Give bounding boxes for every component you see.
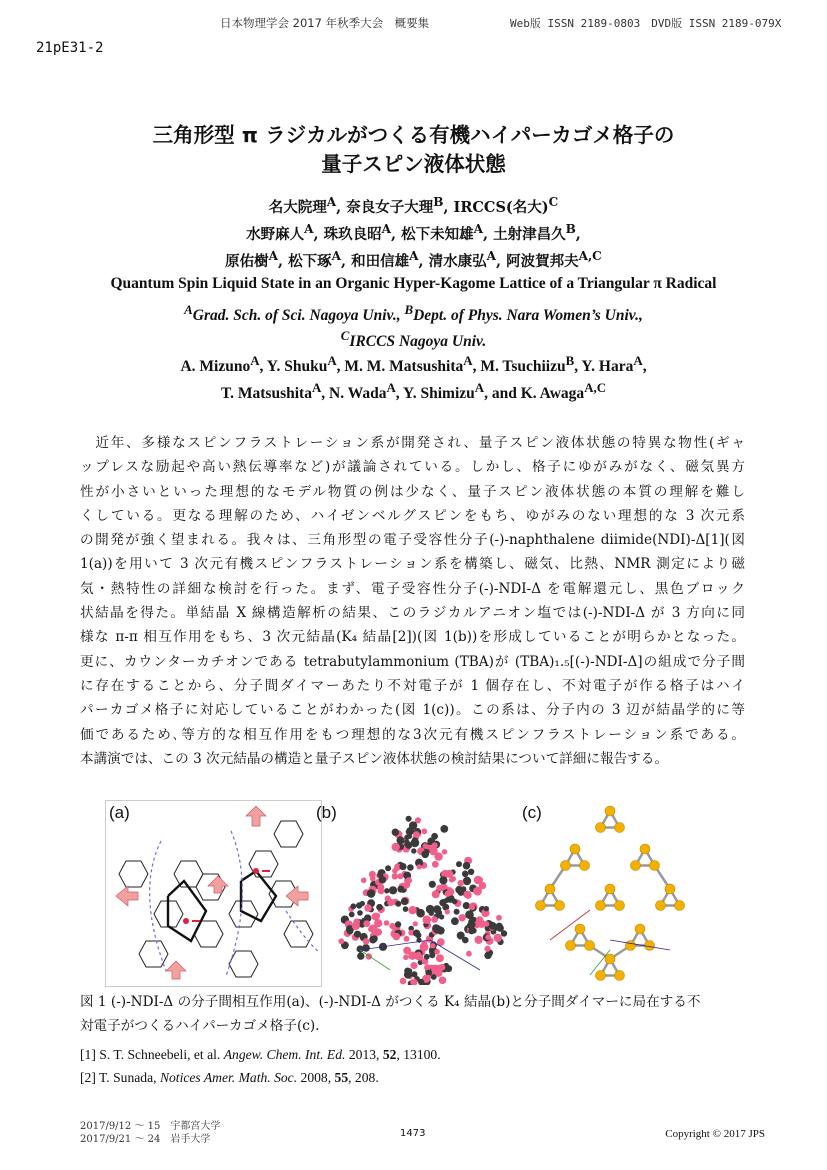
crystal-atom	[494, 934, 502, 942]
crystal-atom	[387, 899, 394, 906]
title-jp-line1: 三角形型 π ラジカルがつくる有機ハイパーカゴメ格子の	[152, 123, 675, 147]
crystal-atom	[409, 821, 417, 829]
crystal-atom	[357, 910, 363, 916]
crystal-atom	[461, 886, 467, 892]
conference-dates: 2017/9/12 ～ 15 宇都宮大学 2017/9/21 ～ 24 岩手大学	[80, 1121, 221, 1145]
crystal-atom	[369, 936, 377, 944]
crystal-atom	[468, 927, 475, 934]
crystal-atom	[379, 876, 387, 884]
crystal-atom	[399, 863, 406, 870]
crystal-atom	[484, 952, 491, 959]
lattice-site	[605, 884, 615, 894]
crystal-atom	[423, 843, 428, 848]
crystal-atom	[485, 934, 491, 940]
crystal-atom	[411, 971, 417, 977]
crystal-atom	[501, 930, 507, 936]
body-line: くしている。更なる理解のため、ハイゼンベルグスピンをもち、ゆがみのない理想的な 3 次元系	[80, 507, 745, 524]
lattice-site	[631, 861, 641, 871]
crystal-atom	[468, 869, 474, 875]
authors-jp-line2: 原佑樹$^A$, 松下琢$^A$, 和田信雄$^A$, 清水康弘$^A$, 阿波賀邦夫$^{A,C}$	[225, 249, 602, 270]
crystal-atom	[436, 885, 443, 892]
crystal-atom	[417, 864, 422, 869]
body-line: 本講演では、この 3 次元結晶の構造と量子スピン液体状態の検討結果について詳細に報告する。	[80, 750, 668, 767]
authors-en-line1: A. Mizuno$^A$, Y. Shuku$^A$, M. M. Matsushita$^A$, M. Tsuchiizu$^B$, Y. Hara$^A$,	[180, 353, 647, 376]
crystal-atom	[395, 921, 401, 927]
crystal-atom	[421, 828, 427, 834]
crystal-atom	[425, 975, 431, 981]
lattice-site	[555, 901, 565, 911]
crystal-atom	[423, 915, 432, 924]
crystal-atom	[459, 914, 466, 921]
crystal-atom	[457, 932, 465, 940]
crystal-atom	[463, 862, 471, 870]
crystal-atom	[400, 978, 407, 985]
body-line: の開発が強く望まれる。我々は、三角形型の電子受容性分子(-)-naphthalene diimide(NDI)-Δ[1](図	[80, 532, 745, 549]
crystal-atom	[484, 946, 490, 952]
lattice-site	[596, 823, 606, 833]
crystal-atom	[432, 890, 440, 898]
affiliations-jp: 名大院理$^A$, 奈良女子大理$^B$, IRCCS(名大)$^C$	[268, 195, 559, 216]
issn-header: Web版 ISSN 2189-0803 DVD版 ISSN 2189-079X	[510, 17, 782, 30]
crystal-atom	[463, 877, 471, 885]
crystal-atom	[357, 952, 364, 959]
body-line: ップレスな励起や高い熱伝導率など)が議論されている。しかし、格子にゆがみがなく、磁気異方	[80, 459, 745, 476]
crystal-atom	[465, 910, 474, 919]
crystal-atom	[496, 915, 502, 921]
crystal-atom	[385, 865, 391, 871]
lattice-site	[596, 901, 606, 911]
crystal-atom	[424, 954, 430, 960]
crystal-atom	[363, 938, 370, 945]
crystal-atom	[489, 922, 497, 930]
crystal-atom	[436, 954, 444, 962]
crystal-atom	[466, 951, 472, 957]
crystal-atom	[411, 848, 416, 853]
body-line: 近年、多様なスピンフラストレーション系が開発され、量子スピン液体状態の特異な物性(ギャ	[80, 435, 745, 451]
crystal-atom	[413, 930, 420, 937]
crystal-atom	[440, 825, 448, 833]
lattice-site	[585, 941, 595, 951]
lattice-site	[615, 823, 625, 833]
crystal-atom	[445, 870, 453, 878]
figure-b-label: (b)	[316, 803, 337, 822]
crystal-atom	[430, 943, 436, 949]
lattice-site	[570, 844, 580, 854]
conference-header: 日本物理学会 2017 年秋季大会 概要集	[220, 16, 430, 30]
lattice-site	[615, 901, 625, 911]
crystal-atom	[469, 922, 475, 928]
crystal-atom	[439, 914, 444, 919]
crystal-atom	[403, 955, 409, 961]
crystal-atom	[408, 906, 416, 914]
lattice-site	[575, 924, 585, 934]
crystal-atom	[360, 901, 365, 906]
lattice-site	[545, 884, 555, 894]
body-line: に存在することから、分子間ダイマーあたり不対電子が 1 個存在し、不対電子が作る格子はハイ	[80, 677, 745, 694]
crystal-atom	[407, 864, 414, 871]
crystal-atom	[372, 926, 378, 932]
lattice-site	[665, 884, 675, 894]
figure-a-molecular-interactions	[105, 800, 322, 987]
crystal-atom	[392, 829, 399, 836]
crystal-atom	[406, 829, 412, 835]
figure-b-k4-crystal	[330, 800, 515, 985]
crystal-atom	[353, 919, 360, 926]
crystal-atom	[338, 938, 344, 944]
crystal-atom	[349, 912, 355, 918]
caption-line2: 対電子がつくるハイパーカゴメ格子(c).	[80, 1018, 320, 1034]
crystal-atom	[411, 962, 418, 969]
lattice-site	[605, 954, 615, 964]
crystal-atom	[395, 901, 401, 907]
crystal-atom	[439, 977, 447, 985]
body-line: 気・熱特性の詳細な検討を行った。まず、電子受容性分子(-)-NDI-Δ を電解還元し、黒色ブロック	[80, 580, 745, 597]
authors-jp-line1: 水野麻人$^A$, 珠玖良昭$^A$, 松下未知雄$^A$, 土射津昌久$^B$,	[246, 222, 581, 243]
lattice-site	[561, 861, 571, 871]
crystal-atom	[377, 884, 384, 891]
crystal-atom	[376, 904, 383, 911]
authors-en-line2: T. Matsushita$^A$, N. Wada$^A$, Y. Shimizu$^A$, and K. Awaga$^{A,C}$	[220, 380, 607, 403]
crystal-atom	[397, 886, 404, 893]
crystal-atom	[445, 965, 452, 972]
crystal-atom	[406, 816, 412, 822]
figure-c-hyperkagome-lattice	[520, 800, 700, 985]
crystal-atom	[475, 936, 483, 944]
crystal-atom	[454, 909, 460, 915]
affiliations-en-line2: $^C$IRCCS Nagoya Univ.	[340, 328, 487, 351]
references	[80, 1043, 441, 1089]
crystal-atom	[364, 904, 372, 912]
body-line: 状結晶を得た。単結晶 X 線構造解析の結果、このラジカルアニオン塩では(-)-NDI-Δ が 3 方向に同	[80, 605, 745, 622]
paper-code: 21pE31-2	[36, 40, 104, 56]
crystal-atom	[404, 968, 411, 975]
lattice-site	[605, 806, 615, 816]
crystal-atom	[413, 831, 420, 838]
crystal-atom	[347, 928, 354, 935]
crystal-atom	[442, 849, 447, 854]
lattice-site	[596, 971, 606, 981]
crystal-atom	[456, 861, 462, 867]
crystal-atom	[431, 916, 438, 923]
crystal-atom	[432, 842, 438, 848]
lattice-site	[615, 971, 625, 981]
crystal-atom	[401, 898, 408, 905]
crystal-atom	[463, 902, 470, 909]
crystal-atom	[473, 887, 482, 896]
crystal-atom	[432, 861, 439, 868]
crystal-atom	[431, 965, 440, 974]
body-line: 1(a))を用いて 3 次元有機スピンフラストレーション系を構築し、磁気、比熱、NMR 測定により磁	[80, 556, 745, 573]
crystal-atom	[451, 917, 459, 925]
crystal-atom	[445, 909, 450, 914]
crystal-atom	[411, 838, 420, 847]
crystal-atom	[403, 906, 409, 912]
crystal-atom	[464, 891, 472, 899]
lattice-site	[656, 901, 666, 911]
crystal-atom	[369, 871, 376, 878]
crystal-atom	[458, 880, 464, 886]
crystal-atom	[462, 871, 469, 878]
crystal-atom	[439, 964, 446, 971]
page-number: 1473	[400, 1128, 426, 1139]
crystal-atom	[393, 933, 401, 941]
reference-1: [1] S. T. Schneebeli, et al. Angew. Chem. Int. Ed. 2013, 52, 13100.	[80, 1047, 441, 1062]
crystal-atom	[362, 944, 370, 952]
title-en: Quantum Spin Liquid State in an Organic Hyper-Kagome Lattice of a Triangular π Radical	[110, 275, 717, 292]
crystal-atom	[439, 876, 447, 884]
body-line: 様な π-π 相互作用をもち、3 次元結晶(K₄ 結晶[2])(図 1(b))を形成していることが明らかとなった。	[80, 629, 745, 646]
body-line: 価であるため､等方的な相互作用をもつ理想的な3次元有機スピンフラストレーション系である。	[80, 726, 745, 743]
crystal-atom	[367, 889, 376, 898]
crystal-atom	[431, 974, 437, 980]
lattice-site	[650, 861, 660, 871]
crystal-atom	[350, 903, 356, 909]
figure-caption	[80, 990, 745, 1038]
crystal-atom	[397, 873, 403, 879]
lattice-site	[626, 941, 636, 951]
crystal-atom	[409, 952, 416, 959]
affiliations-en-line1: $^A$Grad. Sch. of Sci. Nagoya Univ., $^B$Dept. of Phys. Nara Women’s Univ.,	[184, 302, 643, 325]
crystal-atom	[413, 921, 418, 926]
crystal-atom	[361, 878, 367, 884]
abstract-body	[80, 431, 745, 771]
crystal-atom	[404, 936, 410, 942]
crystal-atom	[433, 925, 442, 934]
crystal-atom	[477, 877, 483, 883]
lattice-site	[635, 924, 645, 934]
crystal-atom	[484, 906, 489, 911]
reference-2: [2] T. Sunada, Notices Amer. Math. Soc. 2008, 55, 208.	[80, 1070, 379, 1085]
crystal-atom	[416, 909, 425, 918]
caption-line1: 図 1 (-)-NDI-Δ の分子間相互作用(a)、(-)-NDI-Δ がつくる K₄ 結晶(b)と分子間ダイマーに局在する不	[80, 994, 701, 1010]
crystal-atom	[404, 835, 410, 841]
crystal-atom	[384, 888, 389, 893]
crystal-atom	[389, 886, 397, 894]
crystal-atom	[434, 949, 440, 955]
copyright: Copyright © 2017 JPS	[665, 1128, 765, 1140]
crystal-atom	[384, 920, 390, 926]
body-line: 更に、カウンターカチオンである tetrabutylammonium (TBA)が (TBA)₁.₅[(-)-NDI-Δ]の組成で分子間	[80, 653, 745, 670]
crystal-atom	[447, 888, 455, 896]
lattice-site	[536, 901, 546, 911]
figure-a-label: (a)	[109, 803, 130, 822]
crystal-atom	[424, 849, 429, 854]
crystal-atom	[470, 905, 476, 911]
lattice-site	[645, 941, 655, 951]
crystal-atom	[476, 916, 484, 924]
body-line: パーカゴメ格子に対応していることがわかった(図 1(c))。この系は、分子内の 3 辺が結晶学的に等	[80, 702, 745, 719]
figure-c-label: (c)	[522, 803, 542, 822]
crystal-atom	[397, 836, 405, 844]
crystal-atom	[444, 898, 449, 903]
crystal-atom	[392, 873, 398, 879]
crystal-atom	[434, 852, 442, 860]
body-line: 性が小さいといった理想的なモデル物質の例は少なく、量子スピン液体状態の本質の理解を難し	[80, 483, 745, 500]
lattice-site	[580, 861, 590, 871]
lattice-site	[675, 901, 685, 911]
lattice-site	[566, 941, 576, 951]
lattice-site	[640, 844, 650, 854]
crystal-atom	[363, 920, 370, 927]
crystal-atom	[426, 905, 435, 914]
crystal-atom	[452, 899, 458, 905]
crystal-atom	[429, 881, 436, 888]
title-jp-line2: 量子スピン液体状態	[321, 152, 506, 176]
crystal-atom	[392, 843, 400, 851]
